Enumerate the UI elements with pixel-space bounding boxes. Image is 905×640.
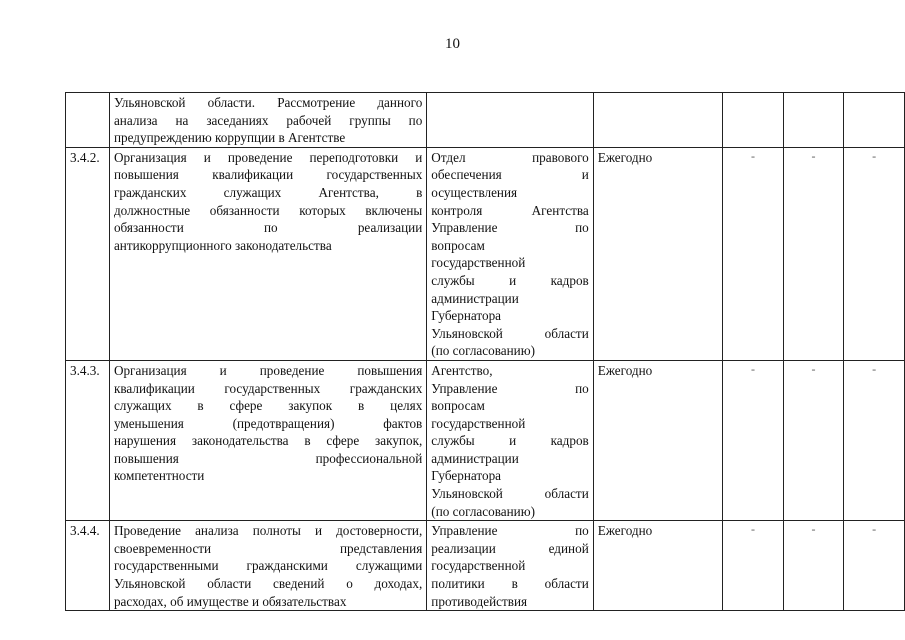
text-line: повышения квалификации государственных [113, 167, 423, 183]
item-value-c2: - [783, 147, 844, 360]
text-line: служащих в сфере закупок в целях [113, 398, 423, 414]
plan-table [65, 92, 905, 611]
item-value-c2: - [783, 360, 844, 520]
text-line: своевременности представления [113, 540, 423, 556]
text-line: службы и кадров [431, 433, 589, 449]
text-line: Ульяновской области. Рассмотрение данного [113, 95, 423, 110]
text-line: (по согласованию) [431, 343, 535, 359]
item-value-c3 [844, 93, 905, 148]
item-number [66, 93, 110, 148]
text-line: расходах, об имуществе и обязательствах [113, 593, 347, 609]
table-row [66, 521, 905, 611]
item-number: 3.4.4. [66, 521, 110, 611]
text-line: политики в области [431, 576, 589, 592]
text-line: компетентности [113, 468, 205, 484]
item-value-c1: - [723, 147, 784, 360]
item-value-c3: - [844, 147, 905, 360]
text-line: Управление по [431, 380, 589, 396]
text-line: Отдел правового [431, 149, 589, 165]
text-line: службы и кадров [431, 272, 589, 288]
text-line: анализа на заседаниях рабочей группы по [113, 112, 423, 128]
item-value-c3: - [844, 521, 905, 611]
item-term: Ежегодно [593, 147, 722, 360]
table-row [66, 360, 905, 520]
text-line: гражданских служащих Агентства, в [113, 184, 423, 200]
item-value-c2 [783, 93, 844, 148]
text-line: государственными гражданскими служащими [113, 558, 423, 574]
text-line: администрации [431, 290, 519, 306]
item-responsible [427, 360, 593, 520]
item-number: 3.4.2. [66, 147, 110, 360]
text-line: квалификации государственных гражданских [113, 380, 423, 396]
text-line: реализации единой [431, 540, 589, 556]
item-responsible [427, 147, 593, 360]
text-line: контроля Агентства [431, 202, 589, 218]
text-line: предупреждению коррупции в Агентстве [113, 130, 346, 146]
item-value-c1 [723, 93, 784, 148]
text-line: Управление по [431, 220, 589, 236]
text-line: государственной [431, 255, 526, 271]
item-value-c3: - [844, 360, 905, 520]
item-term: Ежегодно [593, 521, 722, 611]
text-line: нарушения законодательства в сфере закупок, [113, 433, 423, 449]
text-line: (по согласованию) [431, 503, 535, 519]
item-value-c1: - [723, 521, 784, 611]
item-responsible [427, 93, 593, 148]
text-line: Ульяновской области [431, 486, 589, 502]
table-row [66, 93, 905, 148]
text-line: администрации [431, 450, 519, 466]
item-description [109, 521, 426, 611]
item-term: Ежегодно [593, 360, 722, 520]
text-line: обязанности по реализации [113, 220, 423, 236]
page-number: 10 [445, 36, 460, 52]
text-line: государственной [431, 415, 526, 431]
text-line: противодействия [431, 593, 528, 609]
item-description [109, 360, 426, 520]
text-line: Проведение анализа полноты и достоверности, [113, 523, 423, 539]
text-line: вопросам [431, 237, 485, 253]
text-line: должностные обязанности которых включены [113, 202, 423, 218]
text-line: Агентство, [431, 362, 493, 378]
text-line: Губернатора [431, 308, 502, 324]
item-description [109, 147, 426, 360]
text-line: уменьшения (предотвращения) фактов [113, 415, 423, 431]
text-line: Ульяновской области [431, 325, 589, 341]
text-line: Организация и проведение переподготовки и [113, 149, 423, 165]
item-number: 3.4.3. [66, 360, 110, 520]
item-value-c2: - [783, 521, 844, 611]
table-row [66, 147, 905, 360]
text-line: Управление по [431, 523, 589, 539]
item-description [109, 93, 426, 148]
text-line: Губернатора [431, 468, 502, 484]
text-line: обеспечения и [431, 167, 589, 183]
text-line: Ульяновской области сведений о доходах, [113, 576, 423, 592]
item-term [593, 93, 722, 148]
text-line: антикоррупционного законодательства [113, 237, 332, 253]
text-line: осуществления [431, 184, 518, 200]
text-line: вопросам [431, 398, 485, 414]
item-responsible [427, 521, 593, 611]
text-line: государственной [431, 558, 526, 574]
text-line: Организация и проведение повышения [113, 362, 423, 378]
item-value-c1: - [723, 360, 784, 520]
text-line: повышения профессиональной [113, 450, 423, 466]
